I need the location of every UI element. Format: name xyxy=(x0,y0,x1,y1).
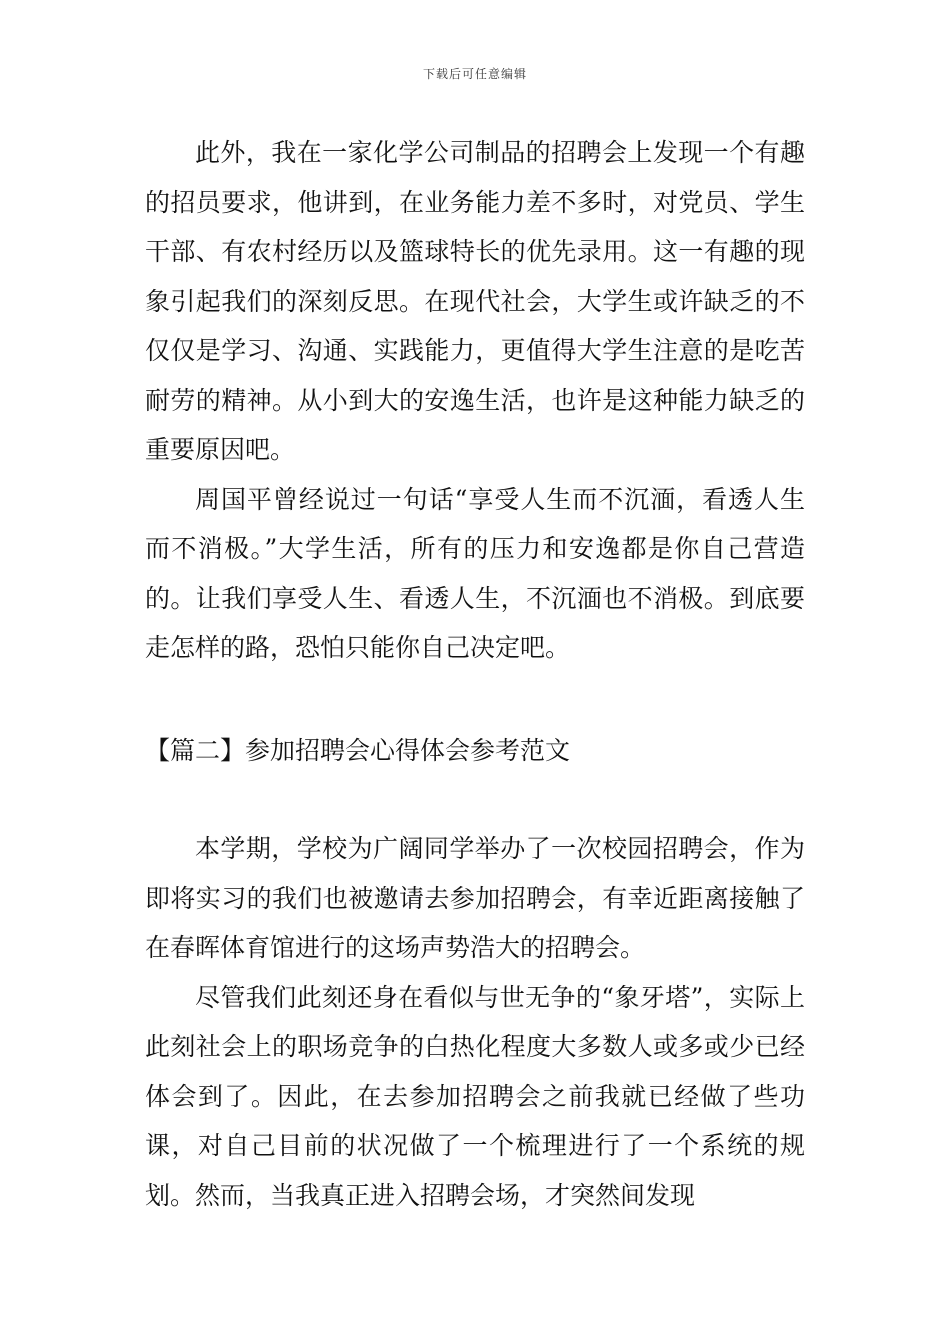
section-two-body xyxy=(145,824,805,1220)
paragraph: 周国平曾经说过一句话“享受人生而不沉湎，看透人生而不消极。”大学生活，所有的压力和安逸都是你自己营造的。让我们享受人生、看透人生，不沉湎也不消极。到底要走怎样的路，恐怕只能你自己决定吧。 xyxy=(145,484,805,662)
section-one-body xyxy=(145,128,805,673)
page-header: 下载后可任意编辑 xyxy=(422,67,527,81)
paragraph: 尽管我们此刻还身在看似与世无争的“象牙塔”，实际上此刻社会上的职场竞争的白热化程度大多数人或多或少已经体会到了。因此，在去参加招聘会之前我就已经做了些功课，对自己目前的状况做了一个梳理进行了一个系统的规划。然而，当我真正进入招聘会场，才突然间发现 xyxy=(145,982,805,1210)
paragraph: 此外，我在一家化学公司制品的招聘会上发现一个有趣的招员要求，他讲到，在业务能力差不多时，对党员、学生干部、有农村经历以及篮球特长的优先录用。这一有趣的现象引起我们的深刻反思。在现代社会，大学生或许缺乏的不仅仅是学习、沟通、实践能力，更值得大学生注意的是吃苦耐劳的精神。从小到大的安逸生活，也许是这种能力缺乏的重要原因吧。 xyxy=(145,138,805,464)
section-heading: 【篇二】参加招聘会心得体会参考范文 xyxy=(145,736,571,765)
paragraph: 本学期，学校为广阔同学举办了一次校园招聘会，作为即将实习的我们也被邀请去参加招聘会，有幸近距离接触了在春晖体育馆进行的这场声势浩大的招聘会。 xyxy=(145,834,805,962)
